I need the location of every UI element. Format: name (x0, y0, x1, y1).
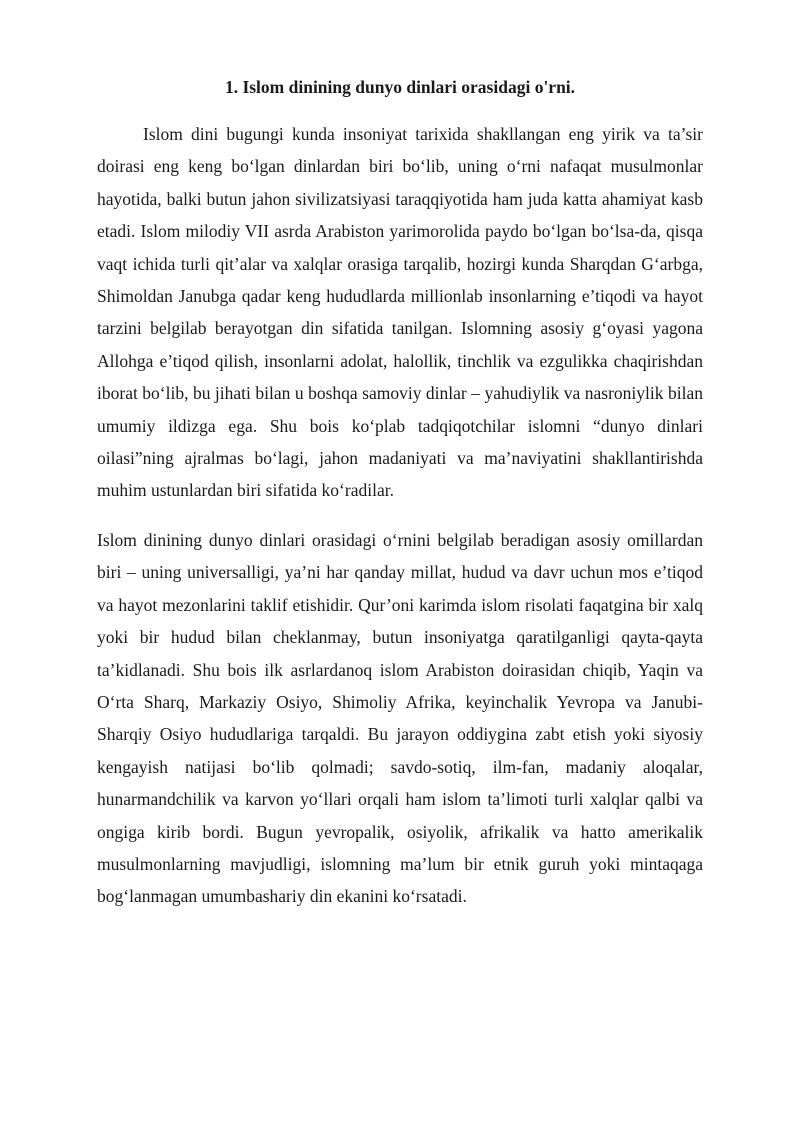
section-heading: 1. Islom dinining dunyo dinlari orasidagi o'rni. (224, 77, 576, 97)
document-body (97, 74, 703, 913)
paragraph-2: Islom dinining dunyo dinlari orasidagi o‘rnini belgilab beradigan asosiy omillardan biri – uning universalligi, ya’ni har qanday millat, hudud va davr uchun mos e’tiqod va hayot mezonlarini taklif etishidir. Qur’oni karimda islom risolati faqatgina bir xalq yoki bir hudud bilan cheklanmay, butun insoniyatga qaratilganligi qayta-qayta ta’kidlanadi. Shu bois ilk asrlardanoq islom Arabiston doirasidan chiqib, Yaqin va O‘rta Sharq, Markaziy Osiyo, Shimoliy Afrika, keyinchalik Yevropa va Janubi-Sharqiy Osiyo hududlariga tarqaldi. Bu jarayon oddiygina zabt etish yoki siyosiy kengayish natijasi bo‘lib qolmadi; savdo-sotiq, ilm-fan, madaniy aloqalar, hunarmandchilik va karvon yo‘llari orqali ham islom ta’limoti turli xalqlar qalbi va ongiga kirib bordi. Bugun yevropalik, osiyolik, afrikalik va hatto amerikalik musulmonlarning mavjudligi, islomning ma’lum bir etnik guruh yoki mintaqaga bog‘lanmagan umumbashariy din ekanini ko‘rsatadi. (97, 529, 703, 907)
paragraph-1: Islom dini bugungi kunda insoniyat tarixida shakllangan eng yirik va ta’sir doirasi eng keng bo‘lgan dinlardan biri bo‘lib, uning o‘rni nafaqat musulmonlar hayotida, balki butun jahon sivilizatsiyasi taraqqiyotida ham juda katta ahamiyat kasb etadi. Islom milodiy VII asrda Arabiston yarimorolida paydo bo‘lgan bo‘lsa-da, qisqa vaqt ichida turli qit’alar va xalqlar orasiga tarqalib, hozirgi kunda Sharqdan G‘arbga, Shimoldan Janubga qadar keng hududlarda millionlab insonlarning e’tiqodi va hayot tarzini belgilab berayotgan din sifatida tanilgan. Islomning asosiy g‘oyasi yagona Allohga e’tiqod qilish, insonlarni adolat, halollik, tinchlik va ezgulikka chaqirishdan iborat bo‘lib, bu jihati bilan u boshqa samoviy dinlar – yahudiylik va nasroniylik bilan umumiy ildizga ega. Shu bois ko‘plab tadqiqotchilar islomni “dunyo dinlari oilasi”ning ajralmas bo‘lagi, jahon madaniyati va ma’naviyatini shakllantirishda muhim ustunlardan biri sifatida ko‘radilar. (97, 124, 703, 501)
